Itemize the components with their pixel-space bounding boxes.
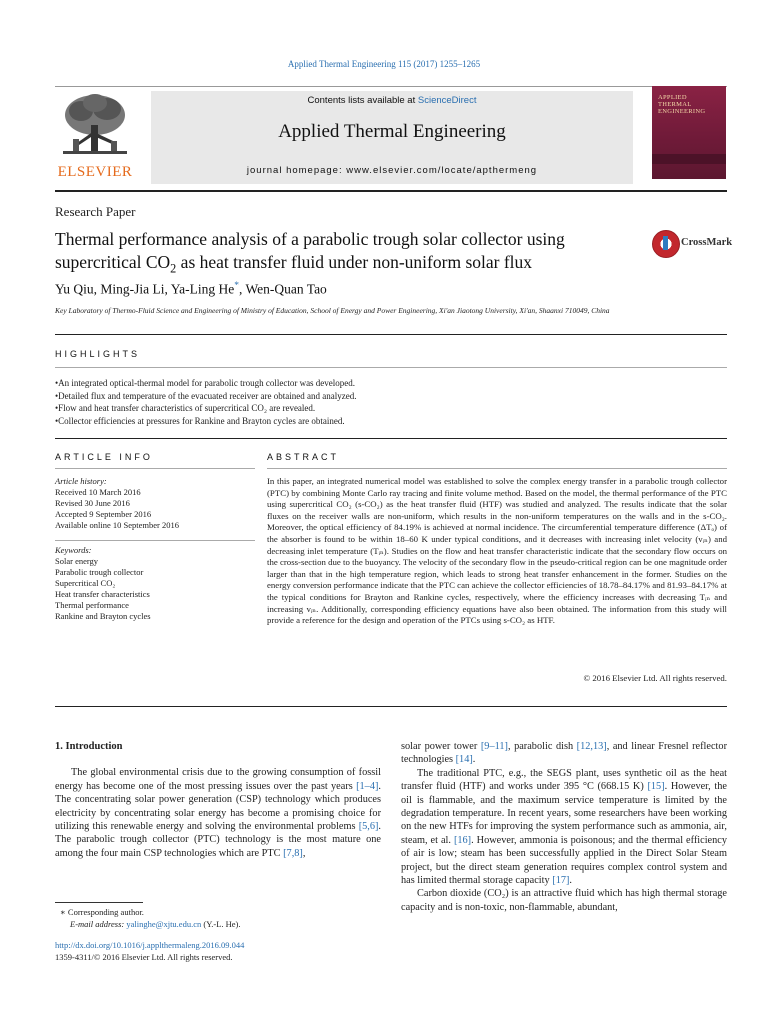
body-column-right (401, 740, 727, 914)
text-run: The traditional PTC, e.g., the SEGS plant, uses synthetic oil as the heat transfer fluid (HTF) and works under 395 °C (668.15 K) (401, 767, 727, 793)
author-list (55, 281, 327, 298)
reference-link[interactable]: [12,13] (576, 741, 607, 752)
text-run: . The concentrating solar power generation (CSP) technology which produces electricity by concentrating solar energy has become a promising choice for utilizing this renewable energy and solving the environmental problems (55, 780, 381, 833)
body-paragraph: Carbon dioxide (CO₂) is an attractive fluid which has high thermal storage capacity and is non-toxic, non-flammable, abundant, (401, 888, 727, 913)
article-title (55, 228, 655, 281)
highlight-item: • Flow and heat transfer characteristics of supercritical CO₂ are revealed. (55, 402, 727, 415)
reference-link[interactable]: [5,6] (358, 821, 379, 833)
elsevier-wordmark: ELSEVIER (57, 164, 133, 180)
footnote-email (70, 918, 370, 930)
highlight-item: • An integrated optical-thermal model for parabolic trough collector was developed. (55, 377, 727, 390)
crossmark-label: CrossMark (681, 237, 733, 248)
corresponding-author-mark[interactable]: * (234, 281, 239, 291)
footnote-mark: ∗ (60, 907, 66, 917)
email-label: E-mail address: (70, 919, 127, 929)
crossmark-badge[interactable] (652, 230, 733, 258)
highlights-bottom-rule (55, 438, 727, 439)
keywords-rule (55, 540, 255, 541)
keyword-item: Thermal performance (55, 600, 129, 610)
reference-link[interactable]: [7,8] (283, 847, 303, 859)
highlight-item: • Collector efficiencies at pressures for Rankine and Brayton cycles are obtained. (55, 415, 727, 428)
body-paragraph (401, 767, 727, 888)
title-subscript: 2 (170, 261, 177, 276)
text-run: . The parabolic trough collector (PTC) technology is the most mature one among the four main CSP technologies which are PTC (55, 821, 381, 859)
text-run: . (569, 875, 572, 887)
text-run: . (472, 754, 476, 766)
article-history-label: Article history: (55, 476, 107, 486)
keyword-item: Solar energy (55, 556, 99, 566)
text-run: , and linear Fresnel reflector technologies (401, 741, 727, 766)
abstract-copyright: © 2016 Elsevier Ltd. All rights reserved. (583, 673, 727, 683)
email-suffix: (Y.-L. He). (201, 919, 241, 929)
header-top-rule (55, 86, 727, 87)
contents-prefix: Contents lists available at (307, 95, 418, 106)
keywords (55, 545, 255, 622)
cover-title-line: APPLIED (658, 94, 687, 101)
contents-line (151, 95, 633, 106)
reference-link[interactable]: [16] (453, 834, 472, 846)
introduction-heading: 1. Introduction (55, 741, 123, 752)
affiliation: Key Laboratory of Thermo-Fluid Science and Engineering of Ministry of Education, School of Energy and Power Engineering, Xi'an Jiaotong University, Xi'an, Shaanxi 710049, China (55, 306, 610, 315)
author-name[interactable]: , Wen-Quan Tao (238, 281, 327, 297)
journal-homepage[interactable]: journal homepage: www.elsevier.com/locate/apthermeng (246, 165, 538, 176)
elsevier-logo (55, 91, 135, 183)
crossmark-bar (663, 236, 668, 250)
keyword-item: Rankine and Brayton cycles (55, 611, 151, 621)
title-line-2 (55, 251, 655, 281)
author-name[interactable]: Ming-Jia Li, (100, 281, 171, 297)
footnote-corresponding (60, 906, 360, 918)
journal-banner (151, 91, 633, 184)
footnote-text: Corresponding author. (65, 907, 144, 917)
journal-cover[interactable] (652, 86, 726, 179)
reference-link[interactable]: [15] (647, 781, 665, 793)
keyword-item: Supercritical CO₂ (55, 578, 116, 588)
abstract-bottom-rule (55, 706, 727, 707)
abstract-rule (267, 468, 727, 469)
author-name[interactable]: Ya-Ling He (170, 281, 235, 297)
cover-title (658, 94, 722, 115)
text-run: . However, ammonia is poisonous; and the thermal efficiency of air is low; steam has been successfully applied in the Direct Solar Steam project, but the direct steam generation requires complex control system and has limited thermal storage capacity (401, 834, 727, 887)
cover-title-line: THERMAL (658, 101, 692, 108)
email-link[interactable]: yalinghe@xjtu.edu.cn (126, 919, 202, 929)
journal-citation[interactable]: Applied Thermal Engineering 115 (2017) 1255–1265 (287, 59, 481, 69)
footnote-rule (55, 902, 143, 903)
highlight-item: • Detailed flux and temperature of the evacuated receiver are obtained and analyzed. (55, 390, 727, 403)
history-line: Revised 30 June 2016 (55, 498, 130, 508)
text-run: , parabolic dish (507, 741, 577, 752)
article-history (55, 476, 255, 531)
highlights-top-rule (55, 334, 727, 335)
highlights-rule (55, 367, 727, 368)
info-rule (55, 468, 255, 469)
abstract-heading: ABSTRACT (267, 452, 340, 462)
text-run: , (302, 847, 306, 859)
highlights-list (55, 377, 727, 427)
history-line: Received 10 March 2016 (55, 487, 141, 497)
keywords-label: Keywords: (55, 545, 92, 555)
article-type: Research Paper (55, 204, 136, 219)
title-line-2-pre: supercritical CO (55, 252, 171, 272)
history-line: Available online 10 September 2016 (55, 520, 180, 530)
issn-line: 1359-4311/© 2016 Elsevier Ltd. All rights reserved. (55, 952, 233, 962)
doi-link[interactable]: http://dx.doi.org/10.1016/j.applthermaleng.2016.09.044 (55, 940, 245, 950)
highlights-heading: HIGHLIGHTS (55, 349, 141, 359)
text-run: The global environmental crisis due to the growing consumption of fossil energy has become one of the most pressing issues over the past years (55, 767, 381, 792)
history-line: Accepted 9 September 2016 (55, 509, 152, 519)
keyword-item: Heat transfer characteristics (55, 589, 150, 599)
title-line-1: Thermal performance analysis of a parabolic trough solar collector using (55, 229, 565, 249)
reference-link[interactable]: [14] (455, 754, 473, 766)
cover-band (652, 154, 726, 164)
body-column-left (55, 740, 381, 860)
body-paragraph (55, 766, 381, 860)
author-name[interactable]: Yu Qiu, (55, 281, 101, 297)
reference-link[interactable]: [17] (552, 875, 570, 887)
cover-title-line: ENGINEERING (658, 108, 706, 115)
keyword-item: Parabolic trough collector (55, 567, 144, 577)
article-info-heading: ARTICLE INFO (55, 452, 153, 462)
body-paragraph (401, 740, 727, 767)
sciencedirect-link[interactable]: ScienceDirect (417, 95, 477, 106)
abstract-body: In this paper, an integrated numerical model was established to solve the complex energy transfer in a parabolic trough collector (PTC) by combining Monte Carlo ray tracing and finite volume method. Based on the model, the thermal performance of the PTC using supercritical CO₂ (s-CO₂) as the heat transfer fluid (HTF) was studied and analyzed. The results indicate that the solar fluxes on the receiver walls are non-uniform, which results in the non-uniform temperatures on the walls and in the s-CO₂. Moreover, the optical efficiency of 84.19% is achieved at normal incidence. The circumferential temperature difference (ΔTₒ) of the absorber is found to be within 18–60 K under typical conditions, and it decreases with increasing inlet velocity (vᵢₙ) and decreasing inlet temperature (Tᵢₙ). Studies on the flow and heat transfer characteristic indicate that the secondary flow occurs on the cross-section due to the buoyancy. The velocity of the secondary flow in the pseudo-critical region can be one magnitude order larger than that in the high temperature region, which leads to strong heat transfer enhancement in the former. Studies on the energy conversion performance indicate that the PTC can achieve the collector efficiencies of 18.78–84.17% and 81.93–84.17% at the typical conditions for Brayton and Rankine cycles, respectively, where the efficiency increases with decreasing Tᵢₙ and increasing vᵢₙ. Additionally, corresponding efficiency equations have also been obtained. The information from this study will provide a reference for the design and operation of the PTCs using s-CO₂ as HTF. (267, 476, 727, 626)
elsevier-tree-icon (55, 91, 135, 163)
text-run: . However, the oil is flammable, and the maximum service temperature is limited by the degradation temperature. In recent years, some researchers have been working on the new HTFs for improving the system performance such as ammonia, air, steam, et al. (401, 781, 728, 846)
text-run: solar power tower (401, 741, 481, 752)
header-bottom-rule (55, 190, 727, 192)
journal-name[interactable]: Applied Thermal Engineering (278, 121, 506, 142)
title-line-2-post: as heat transfer fluid under non-uniform solar flux (176, 252, 533, 272)
reference-link[interactable]: [9–11] (480, 741, 508, 752)
reference-link[interactable]: [1–4] (356, 780, 379, 792)
